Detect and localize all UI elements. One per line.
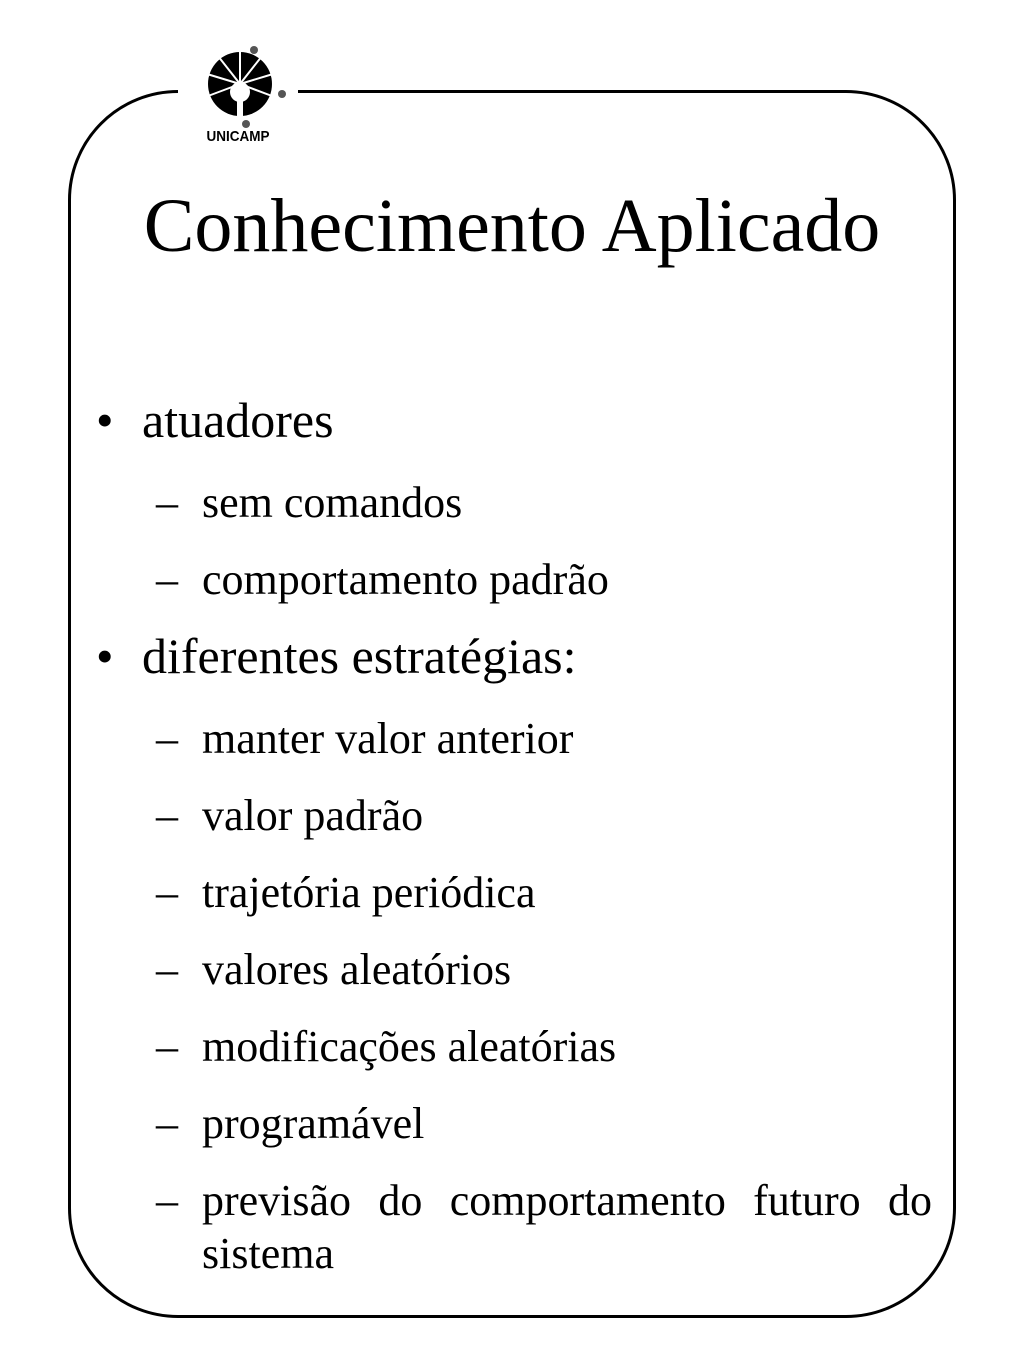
dash-mark: – bbox=[156, 1176, 178, 1225]
sub-item-text: modificações aleatórias bbox=[202, 1022, 617, 1071]
sub-item bbox=[96, 1174, 932, 1280]
sub-item-text: sem comandos bbox=[202, 478, 463, 527]
dash-mark: – bbox=[156, 555, 178, 604]
bullet-mark: • bbox=[96, 628, 114, 684]
sub-item-text: valores aleatórios bbox=[202, 945, 512, 994]
bullet-item-estrategias bbox=[96, 624, 932, 688]
sub-item-text: programável bbox=[202, 1099, 425, 1148]
slide-title: Conhecimento Aplicado bbox=[143, 184, 881, 268]
sub-item bbox=[96, 1020, 932, 1073]
bullet-list bbox=[96, 378, 932, 1280]
sub-item bbox=[96, 943, 932, 996]
bullet-mark: • bbox=[96, 392, 114, 448]
sub-item bbox=[96, 712, 932, 765]
sub-item-text: previsão do comportamento futuro do sistema bbox=[202, 1176, 932, 1278]
sub-item bbox=[96, 866, 932, 919]
dash-mark: – bbox=[156, 945, 178, 994]
dash-mark: – bbox=[156, 791, 178, 840]
dash-mark: – bbox=[156, 714, 178, 763]
sub-item bbox=[96, 553, 932, 606]
sub-item-text: manter valor anterior bbox=[202, 714, 574, 763]
sub-item bbox=[96, 1097, 932, 1150]
bullet-text: diferentes estratégias: bbox=[142, 628, 577, 684]
sub-item bbox=[96, 789, 932, 842]
dash-mark: – bbox=[156, 478, 178, 527]
sub-item bbox=[96, 476, 932, 529]
dash-mark: – bbox=[156, 1022, 178, 1071]
sub-item-text: comportamento padrão bbox=[202, 555, 609, 604]
bullet-text: atuadores bbox=[142, 392, 334, 448]
logo-text: UNICAMP bbox=[206, 128, 270, 145]
bullet-item-atuadores bbox=[96, 388, 932, 452]
dash-mark: – bbox=[156, 868, 178, 917]
sub-item-text: trajetória periódica bbox=[202, 868, 536, 917]
dash-mark: – bbox=[156, 1099, 178, 1148]
sub-item-text: valor padrão bbox=[202, 791, 424, 840]
